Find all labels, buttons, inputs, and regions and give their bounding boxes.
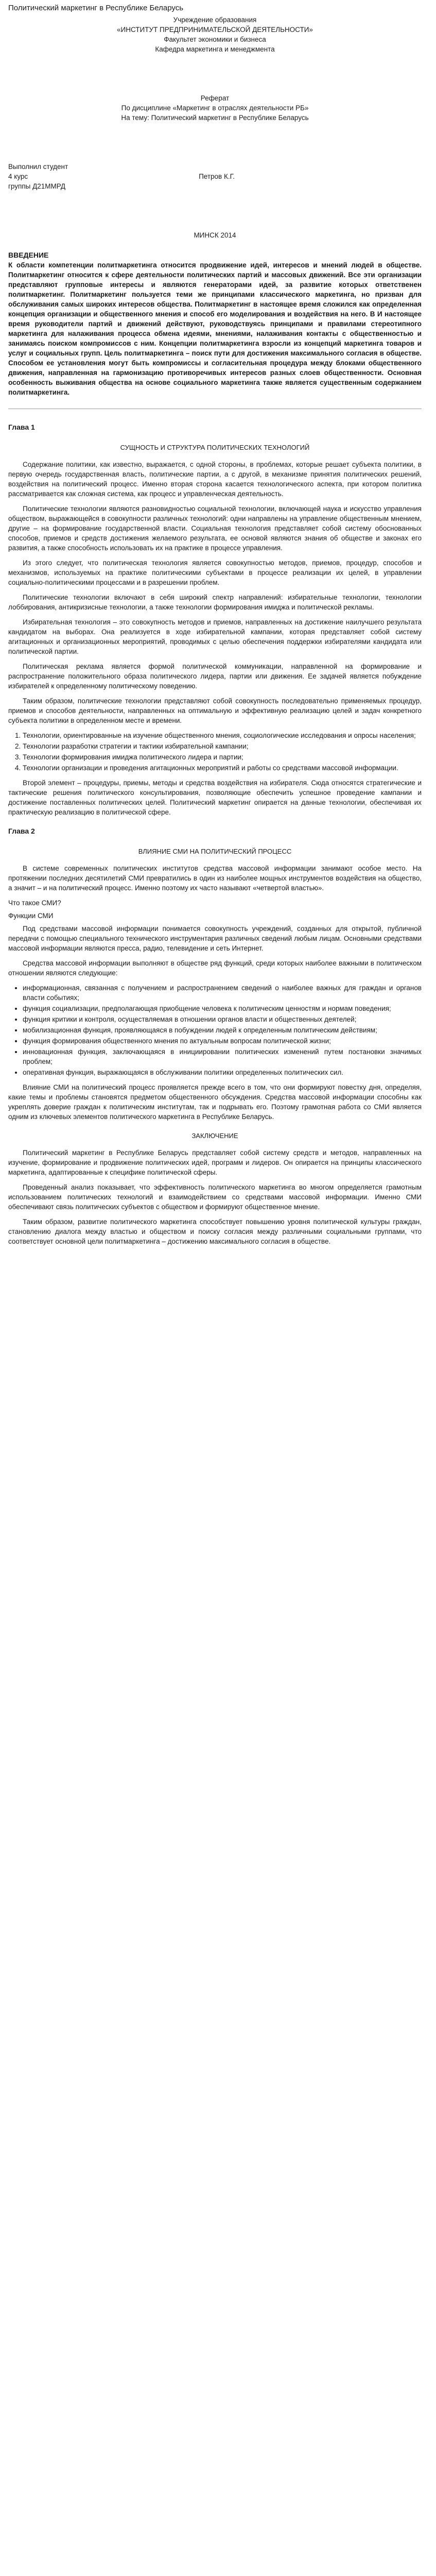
list-item: • инновационная функция, заключающаяся в инициировании политических изменений путем постановки значимых проблем; (23, 1047, 422, 1066)
chapter-1-list (8, 731, 422, 773)
institute-line: «ИНСТИТУТ ПРЕДПРИНИМАТЕЛЬСКОЙ ДЕЯТЕЛЬНОСТИ» (117, 26, 313, 33)
author-block (8, 162, 422, 191)
department-line: Кафедра маркетинга и менеджмента (155, 45, 275, 53)
chapter-1-paragraph: Таким образом, политические технологии представляют собой совокупность последовательно применяемых процедур, приемов и способов деятельности, направленных на оптимальную и эффективную реализацию целей и задач конкретного субъекта политики в определенном месте и времени. (8, 697, 422, 724)
chapter-2-heading: Глава 2 (8, 827, 35, 835)
list-item: 3. Технологии формирования имиджа политического лидера и партии; (23, 752, 422, 762)
introduction-section (8, 250, 422, 397)
essay-discipline: По дисциплине «Маркетинг в отраслях деятельности РБ» (121, 104, 309, 112)
chapter-1 (8, 422, 422, 817)
chapter-2-label-what: Что такое СМИ? (8, 899, 61, 907)
conclusion-heading: ЗАКЛЮЧЕНИЕ (191, 1132, 238, 1140)
institution-header (8, 15, 422, 54)
conclusion-paragraph: Проведенный анализ показывает, что эффективность политического маркетинга во многом определяется грамотным использованием политических технологий и взаимодействием со средствами массовой информации. Именно СМИ обеспечивают связь политических субъектов с обществом и формируют общественное мнение. (8, 1183, 422, 1211)
list-item: • функция социализации, предполагающая приобщение человека к политическим ценностям и нормам поведения; (23, 1004, 422, 1013)
chapter-1-paragraph: Политические технологии являются разновидностью социальной технологии, включающей наука и искусство управления обществом, выражающейся в совокупности различных технологий: одни направлены на управление общественным мнением, другие – на формирование государственной власти. Социальная технология представляет собой систему обоснованных способов, приемов и средств достижения желаемого результата, ее основой являются знания об обществе и законах его развития, а также способность использовать их на практике в процессе управления. (8, 505, 422, 552)
chapter-1-paragraph: Избирательная технология – это совокупность методов и приемов, направленных на достижение наилучшего результата кандидатом на выборах. Она реализуется в ходе избирательной кампании, которая представляет собой систему агитационных и организационных мероприятий, проводимых с целью обеспечения поддержки избирателями кандидата или политической партии. (8, 618, 422, 655)
list-item: • функция формирования общественного мнения по актуальным вопросам политической жизни; (23, 1036, 422, 1046)
faculty-line: Факультет экономики и бизнеса (164, 36, 266, 43)
author-label: Выполнил студент (8, 163, 68, 171)
author-group: группы Д21ММРД (8, 182, 65, 190)
document-page (0, 0, 436, 1276)
essay-kind: Реферат (200, 94, 230, 102)
conclusion-section (8, 1131, 422, 1246)
chapter-2-paragraph: В системе современных политических институтов средства массовой информации занимают особое место. На протяжении последних десятилетий СМИ превратились в один из наиболее мощных инструментов воздействия на общество, а значит – и на политический процесс. Именно поэтому их часто называют «четвертой властью». (8, 865, 422, 892)
chapter-1-paragraph: Содержание политики, как известно, выражается, с одной стороны, в проблемах, которые решает субъекта политики, в первую очередь государственная власть, политические партии, а с другой, в механизме принятия политических решений, воздействия на политический процесс. Именно вторая сторона касается технологического аспекта, при котором политика рассматривается как сложная система, как процесс и управленческая деятельность. (8, 461, 422, 498)
chapter-2-list (8, 983, 422, 1077)
chapter-2 (8, 826, 422, 1122)
list-item: • информационная, связанная с получением и распространением сведений о наиболее важных для граждан и органов власти событиях; (23, 983, 422, 1003)
chapter-2-closing: Влияние СМИ на политический процесс проявляется прежде всего в том, что они формируют повестку дня, определяя, какие темы и проблемы становятся предметом общественного обсуждения. Средства массовой информации способны как укреплять доверие граждан к политическим институтам, так и подрывать его. Поэтому грамотная работа со СМИ является одним из ключевых элементов политического маркетинга в Республике Беларусь. (8, 1083, 422, 1121)
conclusion-paragraph: Таким образом, развитие политического маркетинга способствует повышению уровня политической культуры граждан, становлению диалога между властью и обществом и поиску согласия между различными социальными группами, что соответствует основной цели политмаркетинга – достижению максимального согласия в обществе. (8, 1218, 422, 1245)
chapter-1-paragraph: Из этого следует, что политическая технология является совокупностью методов, приемов, процедур, способов и механизмов, используемых на практике политическими субъектами в процессе реализации их целей, в управлении социально-политическими процессами и в разрешении проблем. (8, 559, 422, 586)
chapter-1-subtitle: СУЩНОСТЬ И СТРУКТУРА ПОЛИТИЧЕСКИХ ТЕХНОЛОГИЙ (120, 444, 310, 451)
author-name: Петров К.Г. (199, 173, 235, 180)
chapter-1-heading: Глава 1 (8, 423, 35, 431)
author-course: 4 курс (8, 173, 28, 180)
ministry-line: Учреждение образования (173, 16, 257, 24)
chapter-2-label-functions: Функции СМИ (8, 912, 54, 920)
chapter-2-paragraph: Средства массовой информации выполняют в обществе ряд функций, среди которых наиболее важными в политическом отношении являются следующие: (8, 959, 422, 977)
list-item: • функция критики и контроля, осуществляемая в отношении органов власти и общественных деятелей; (23, 1014, 422, 1024)
intro-heading: ВВЕДЕНИЕ (8, 251, 49, 259)
chapter-2-subtitle: ВЛИЯНИЕ СМИ НА ПОЛИТИЧЕСКИЙ ПРОЦЕСС (138, 848, 292, 855)
list-item: 2. Технологии разработки стратегии и тактики избирательной кампании; (23, 741, 422, 751)
chapter-1-paragraph: Политическая реклама является формой политической коммуникации, направленной на формирование и распространение положительного образа политического лидера, партии или движения. Ее задачей является побуждение избирателей к определенному политическому поведению. (8, 663, 422, 690)
essay-info (8, 93, 422, 123)
city-year: МИНСК 2014 (194, 231, 236, 239)
chapter-1-paragraph: Политические технологии включают в себя широкий спектр направлений: избирательные технологии, технологии лоббирования, антикризисные технологии, а также технологии формирования имиджа и политической рекламы. (8, 594, 422, 611)
list-item: • оперативная функция, выражающаяся в обслуживании политики определенных политических сил. (23, 1067, 422, 1077)
intro-text: К области компетенции политмаркетинга относится продвижение идей, интересов и мнений людей в обществе. Политмаркетинг относится к сфере деятельности политических партий и массовых движений. Все эти организации представляют групповые интересы и являются генераторами идей, за развитие которых ответственен политмаркетинг. Политмаркетинг пользуется теми же принципами классического маркетинга, но призван для обслуживания самых широких интересов общества. Политмаркетинг в настоящее время сложился как определенная концепция организации и общественного мнения и способ его моделирования и воздействия на него. В И настоящее время руководители партий и движений действуют, руководствуясь принципами и правилами стереотипного маркетинга для налаживания процесса обмена идеями, мнениями, налаживания контакты с общественностью и занимаясь поиском компромиссов с ним. Концепции политмаркетинга взросли из концепций маркетинга товаров и услуг и социальных групп. Цель политмаркетинга – поиск пути для достижения максимального согласия в обществе. Способом ее установления могут быть компромиссы и согласительная процедура между блоками общественного движения, направленная на гармонизацию противоречивых интересов разных слоев общественности. Основная особенность выживания общества на основе социального маркетинга также является существенным содержанием политмаркетинга. (8, 261, 422, 396)
chapter-2-paragraph: Под средствами массовой информации понимается совокупность учреждений, созданных для открытой, публичной передачи с помощью специального технического инструментария различных сведений любым лицам. Основными средствами массовой информации являются пресса, радио, телевидение и сеть Интернет. (8, 925, 422, 952)
list-item: • мобилизационная функция, проявляющаяся в побуждении людей к определенным политическим действиям; (23, 1025, 422, 1035)
list-item: 4. Технологии организации и проведения агитационных мероприятий и работы со средствами массовой информации. (23, 763, 422, 773)
conclusion-paragraph: Политический маркетинг в Республике Беларусь представляет собой систему средств и методов, направленных на изучение, формирование и продвижение политических идей, программ и лидеров. Он опирается на принципы классического маркетинга, адаптированные к специфике политической сферы. (8, 1149, 422, 1176)
chapter-1-closing: Второй элемент – процедуры, приемы, методы и средства воздействия на избирателя. Сюда относятся стратегические и тактические решения политического консультирования, позволяющие обеспечить успешное проведение кампании и достижение поставленных политических целей. Политический маркетинг опирается на данные технологии, обеспечивая их практическую реализацию в политической сфере. (8, 779, 422, 816)
document-title: Политический маркетинг в Республике Беларусь (8, 4, 184, 12)
list-item: 1. Технологии, ориентированные на изучение общественного мнения, социологические исследования и опросы населения; (23, 731, 422, 740)
essay-topic: На тему: Политический маркетинг в Республике Беларусь (121, 114, 309, 122)
